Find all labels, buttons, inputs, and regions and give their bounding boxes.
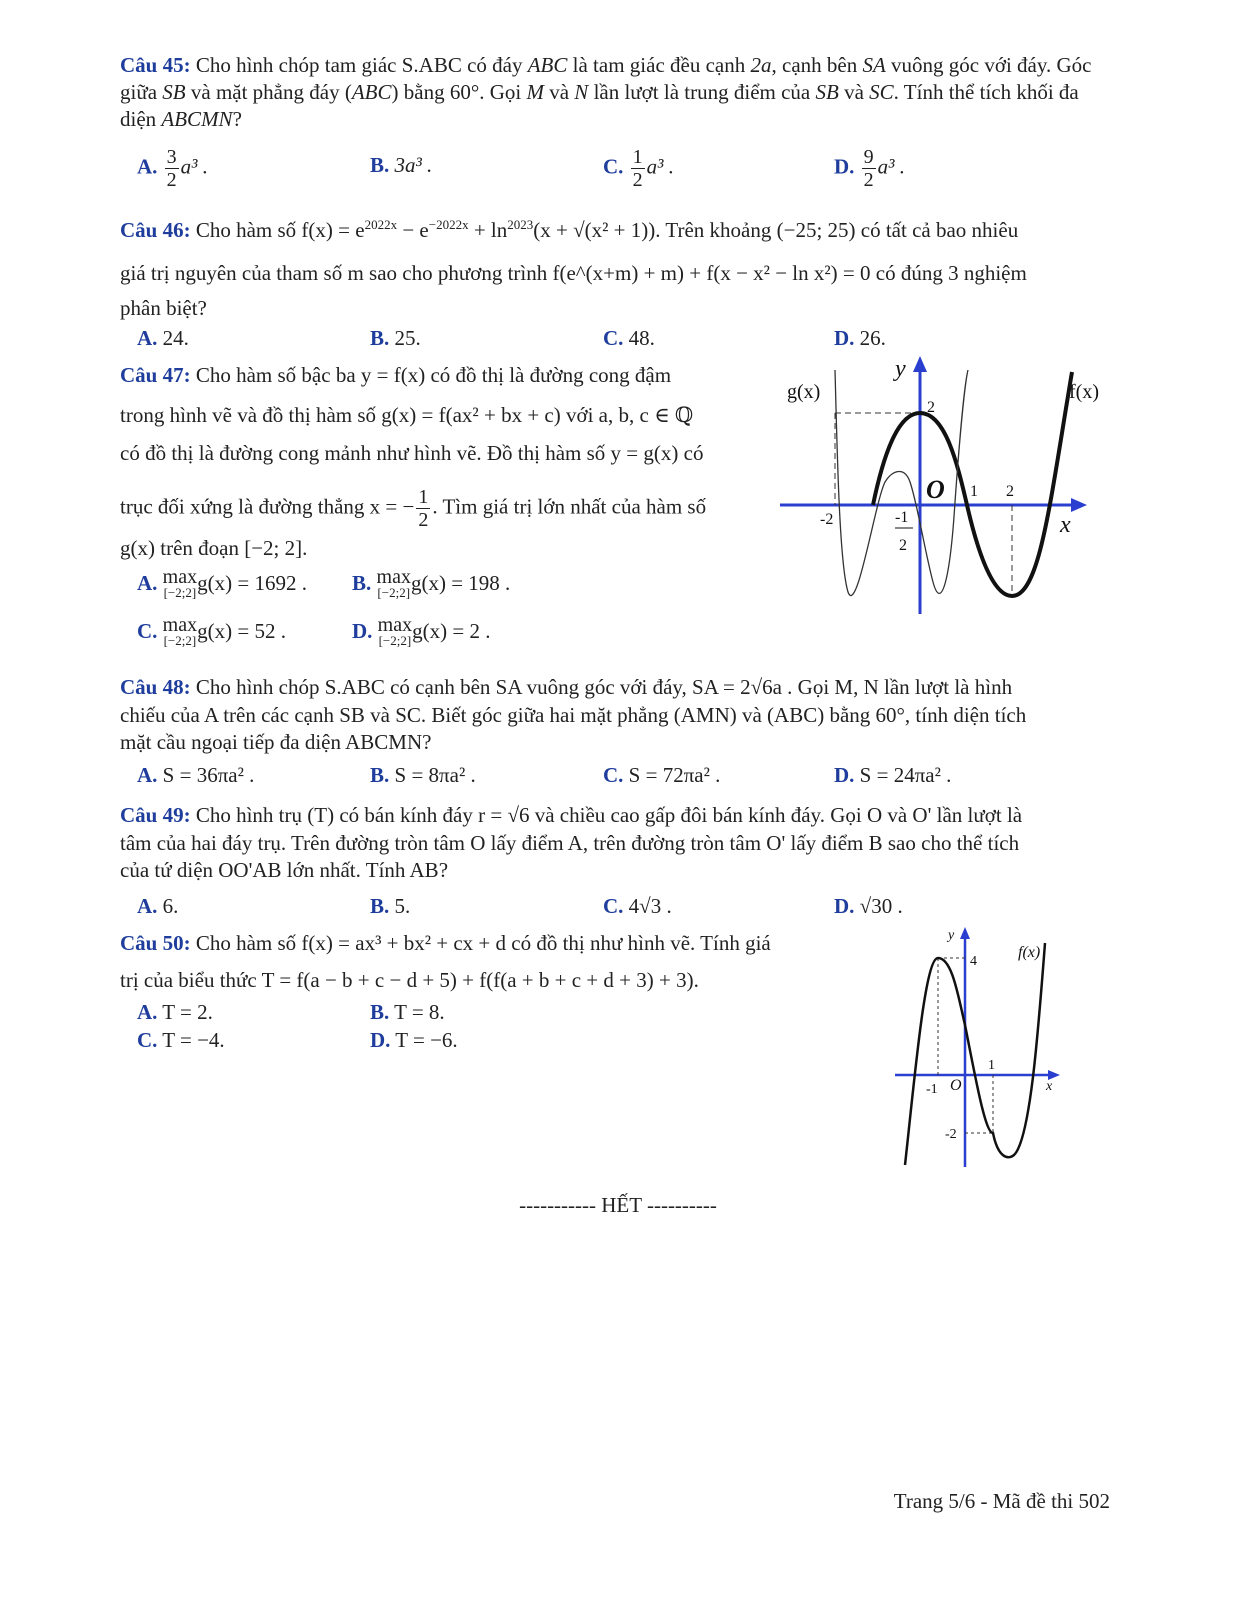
question-label: Câu 45: [120,53,191,77]
gx-curve [835,370,968,596]
svg-text:4: 4 [970,954,977,969]
svg-text:2: 2 [899,537,907,554]
y-label: y [895,356,906,382]
svg-text:-2: -2 [820,511,834,528]
question-47-line3: có đồ thị là đường cong mảnh như hình vẽ. Đồ thị hàm số y = g(x) có [120,441,704,465]
x-label: x [1060,512,1071,538]
question-47-line5: g(x) trên đoạn [−2; 2]. [120,536,308,560]
graph-q47 [775,352,1115,617]
origin-label: O [926,475,945,504]
question-47-line2: trong hình vẽ và đồ thị hàm số g(x) = f(ax² + bx + c) với a, b, c ∈ ℚ [120,403,694,427]
fx-label: f(x) [1018,944,1041,961]
max-operator: max [−2;2] [377,614,413,649]
question-50-line2: trị của biểu thức T = f(a − b + c − d + 5) + f(f(a + b + c + d + 3) + 3). [120,968,699,992]
svg-text:x: x [1046,1079,1053,1094]
svg-text:2: 2 [1006,483,1014,500]
question-48-line3: mặt cầu ngoại tiếp đa diện ABCMN? [120,730,432,754]
option-b: B. 3a³ . [370,153,433,177]
option-b: B. T = 8. [370,1000,445,1024]
option-d: D. √30 . [834,894,903,918]
option-d: D. $\frac{9}{2}$ a³ . [834,146,905,191]
option-a: A. 24. [137,326,189,350]
question-46-line3: phân biệt? [120,296,207,320]
option-b: B. S = 8πa² . [370,763,476,787]
option-a: A. T = 2. [137,1000,213,1024]
svg-text:-1: -1 [926,1082,938,1097]
option-d: D. S = 24πa² . [834,763,952,787]
fraction: $\frac{1}{2}$ [632,146,643,191]
option-a: A. $\frac{3}{2}$ a³ . [137,146,208,191]
question-45: Câu 45: Cho hình chóp tam giác S.ABC có đáy ABC là tam giác đều cạnh 2a, cạnh bên SA vuông góc với đáy. Góc giữa SB và mặt phẳng đáy (ABC) bằng 60°. Gọi M và N lần lượt là trung điểm của SB và SC. Tính thể tích khối đa diện ABCMN? [120,53,1092,131]
option-a: A. max [−2;2] g(x) = 1692 . [137,566,307,601]
fraction: $\frac{1}{2}$ [418,486,429,531]
question-46-line2: giá trị nguyên của tham số m sao cho phương trình f(e^(x+m) + m) + f(x − x² − ln x²) = 0 có đúng 3 nghiệm [120,261,1027,285]
x-axis-arrow [1071,498,1087,512]
option-d: D. T = −6. [370,1028,458,1052]
svg-text:2: 2 [927,399,935,416]
option-c: C. max [−2;2] g(x) = 52 . [137,614,286,649]
question-48-line1: Câu 48: Cho hình chóp S.ABC có cạnh bên SA vuông góc với đáy, SA = 2√6a . Gọi M, N lần lượt là hình [120,675,1013,699]
question-47-line4: trục đối xứng là đường thẳng x = − $\frac{1}{2}$ . Tìm giá trị lớn nhất của hàm số [120,486,707,531]
question-49-line1: Câu 49: Cho hình trụ (T) có bán kính đáy r = √6 và chiều cao gấp đôi bán kính đáy. Gọi O và O' lần lượt là [120,803,1023,827]
fx-curve [905,943,1045,1165]
max-operator: max [−2;2] [162,614,198,649]
max-operator: max [−2;2] [162,566,198,601]
fraction: $\frac{9}{2}$ [863,146,874,191]
option-c: C. T = −4. [137,1028,225,1052]
question-47-line1: Câu 47: Cho hàm số bậc ba y = f(x) có đồ thị là đường cong đậm [120,363,672,387]
question-49-line3: của tứ diện OO'AB lớn nhất. Tính AB? [120,858,449,882]
question-48-line2: chiếu của A trên các cạnh SB và SC. Biết góc giữa hai mặt phẳng (AMN) và (ABC) bằng 60°, tính diện tích [120,703,1027,727]
origin-label: O [950,1077,962,1094]
option-b: B. 25. [370,326,421,350]
option-a: A. S = 36πa² . [137,763,255,787]
option-c: C. $\frac{1}{2}$ a³ . [603,146,674,191]
question-49-line2: tâm của hai đáy trụ. Trên đường tròn tâm O lấy điểm A, trên đường tròn tâm O' lấy điểm B sao cho thể tích [120,831,1020,855]
option-d: D. 26. [834,326,886,350]
option-a: A. 6. [137,894,179,918]
end-marker: ----------- HẾT ---------- [519,1193,717,1217]
option-b: B. max [−2;2] g(x) = 198 . [352,566,511,601]
svg-text:1: 1 [988,1058,995,1073]
fx-label: f(x) [1069,381,1099,403]
option-d: D. max [−2;2] g(x) = 2 . [352,614,491,649]
svg-text:1: 1 [970,483,978,500]
max-operator: max [−2;2] [376,566,411,601]
page-footer: Trang 5/6 - Mã đề thi 502 [893,1489,1110,1513]
y-axis-arrow [960,927,970,939]
graph-q50 [890,925,1070,1170]
svg-text:-2: -2 [945,1127,957,1142]
option-c: C. S = 72πa² . [603,763,721,787]
fraction: $\frac{3}{2}$ [166,146,177,191]
option-c: C. 48. [603,326,655,350]
question-46-line1: Câu 46: Cho hàm số $f(x) = e^{2022x} - e^{-2022x} + \ln^{2023}(x + √(x^2 + 1))$. Trên khoảng (−25; 25) có tất cả bao nhiêu [120,217,1019,242]
option-c: C. 4√3 . [603,894,672,918]
svg-text:y: y [948,928,955,943]
option-b: B. 5. [370,894,411,918]
gx-label: g(x) [787,381,821,403]
svg-text:-1: -1 [895,509,909,526]
question-50-line1: Câu 50: Cho hàm số f(x) = ax³ + bx² + cx + d có đồ thị như hình vẽ. Tính giá [120,931,771,955]
y-axis-arrow [913,356,927,372]
